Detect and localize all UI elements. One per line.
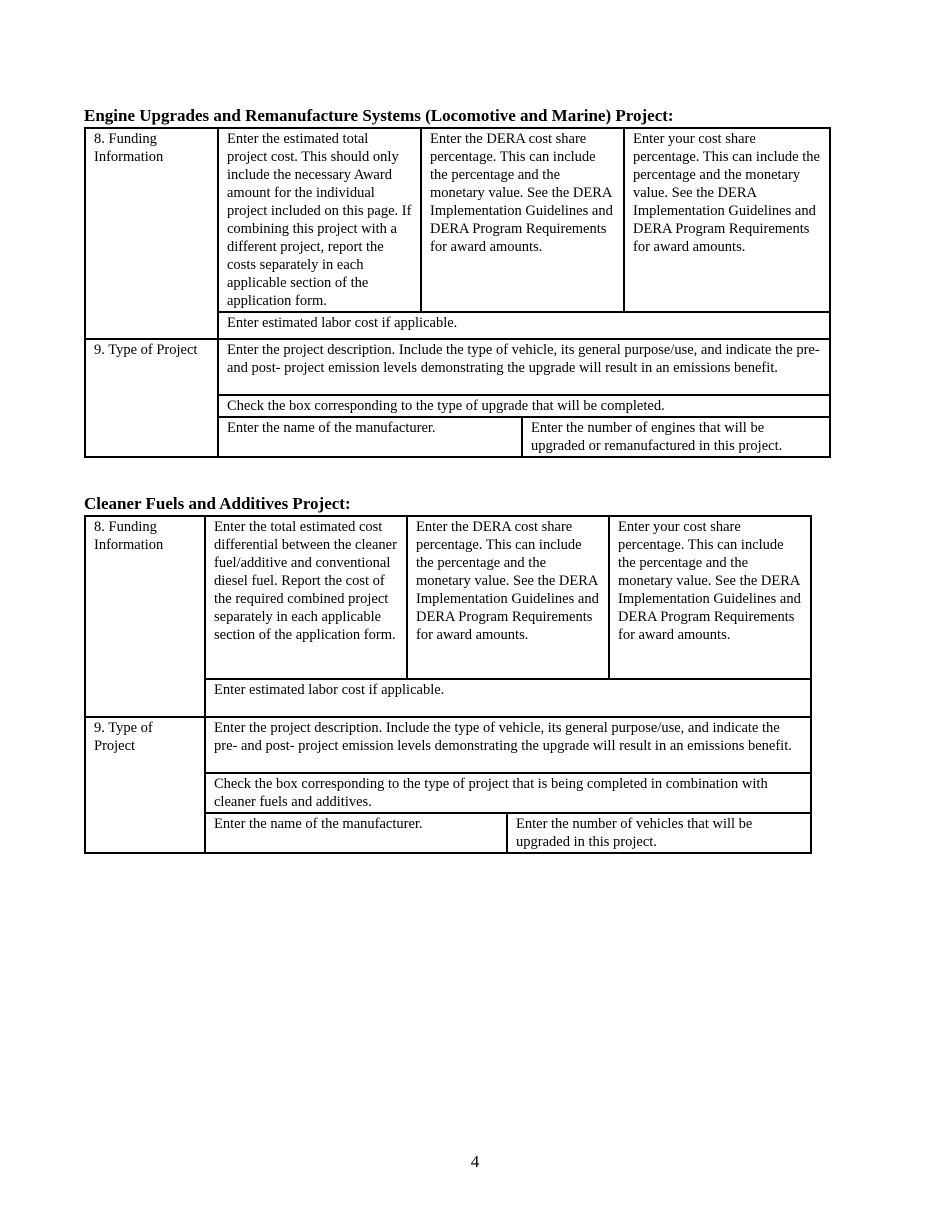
engine-count-field[interactable]: Enter the number of engines that will be upgraded or remanufactured in this project. (522, 417, 830, 457)
vehicle-count-field[interactable]: Enter the number of vehicles that will be upgraded in this project. (507, 813, 811, 853)
project-description-field[interactable]: Enter the project description. Include the type of vehicle, its general purpose/use, and indicate the pre- and post- project emission levels demonstrating the upgrade will result in an emissions benefit. (218, 339, 830, 395)
table-row (85, 128, 830, 312)
total-cost-field[interactable]: Enter the estimated total project cost. This should only include the necessary Award amount for the individual project included on this page. If combining this project with a different project, report the costs separately in each applicable section of the application form. (218, 128, 421, 312)
table-row (85, 339, 830, 395)
section-title-cleaner-fuels: Cleaner Fuels and Additives Project: (84, 494, 351, 513)
upgrade-type-checkbox-field[interactable]: Check the box corresponding to the type of upgrade that will be completed. (218, 395, 830, 417)
your-cost-share-field[interactable]: Enter your cost share percentage. This can include the percentage and the monetary value. See the DERA Implementation Guidelines and DERA Program Requirements for award amounts. (609, 516, 811, 679)
section-title-engine-upgrades: Engine Upgrades and Remanufacture Systems (Locomotive and Marine) Project: (84, 106, 674, 125)
your-cost-share-field[interactable]: Enter your cost share percentage. This can include the percentage and the monetary value. See the DERA Implementation Guidelines and DERA Program Requirements for award amounts. (624, 128, 830, 312)
labor-cost-field[interactable]: Enter estimated labor cost if applicable. (205, 679, 811, 717)
page-number: 4 (470, 1152, 480, 1171)
dera-cost-share-field[interactable]: Enter the DERA cost share percentage. This can include the percentage and the monetary value. See the DERA Implementation Guidelines and DERA Program Requirements for award amounts. (407, 516, 609, 679)
project-description-field[interactable]: Enter the project description. Include the type of vehicle, its general purpose/use, and indicate the pre- and post- project emission levels demonstrating the upgrade will result in an emissions benefit. (205, 717, 811, 773)
funding-information-label: 8. Funding Information (85, 128, 218, 339)
dera-cost-share-field[interactable]: Enter the DERA cost share percentage. This can include the percentage and the monetary value. See the DERA Implementation Guidelines and DERA Program Requirements for award amounts. (421, 128, 624, 312)
manufacturer-field[interactable]: Enter the name of the manufacturer. (218, 417, 522, 457)
table-row (85, 516, 811, 679)
engine-upgrades-table (84, 127, 831, 458)
type-of-project-label: 9. Type of Project (85, 717, 205, 853)
type-of-project-label: 9. Type of Project (85, 339, 218, 457)
labor-cost-field[interactable]: Enter estimated labor cost if applicable. (218, 312, 830, 339)
funding-information-label: 8. Funding Information (85, 516, 205, 717)
total-cost-field[interactable]: Enter the total estimated cost differential between the cleaner fuel/additive and conventional diesel fuel. Report the cost of the required combined project separately in each applicable section of the application form. (205, 516, 407, 679)
cleaner-fuels-table (84, 515, 812, 854)
table-row (85, 717, 811, 773)
project-type-checkbox-field[interactable]: Check the box corresponding to the type of project that is being completed in combination with cleaner fuels and additives. (205, 773, 811, 813)
manufacturer-field[interactable]: Enter the name of the manufacturer. (205, 813, 507, 853)
